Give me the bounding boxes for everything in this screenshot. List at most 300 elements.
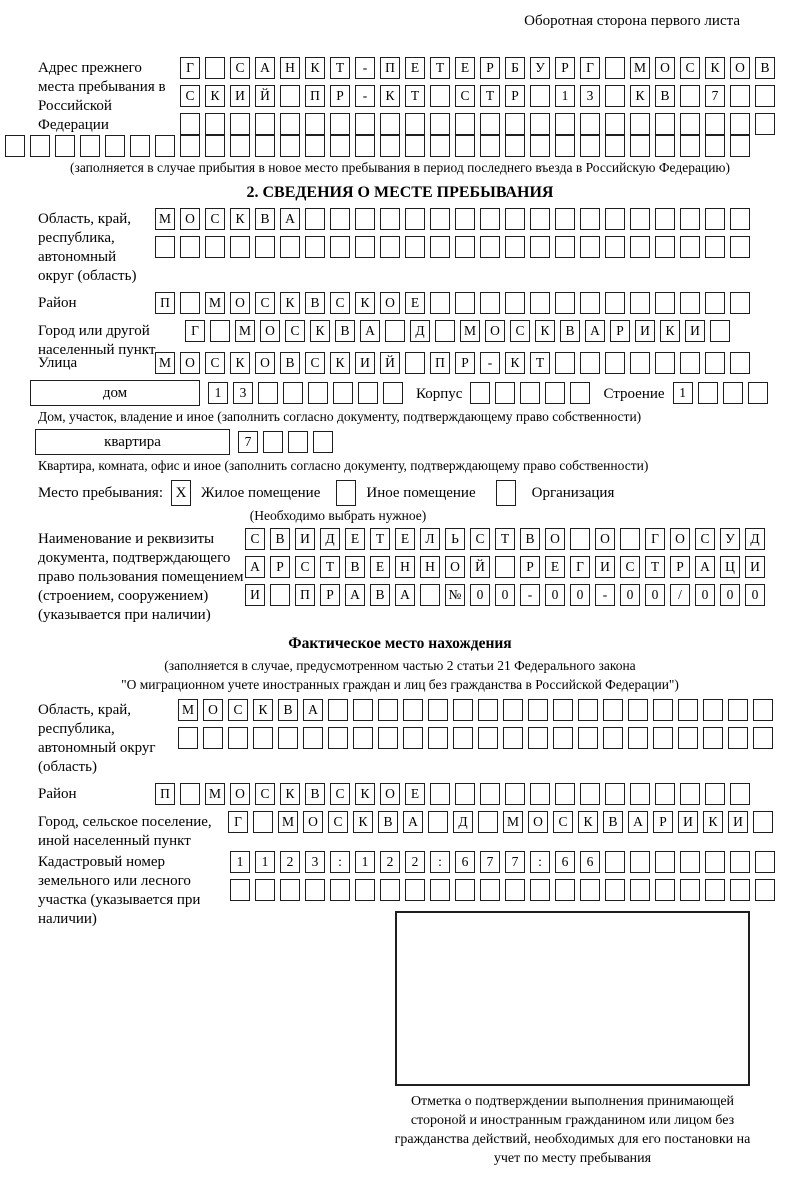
char-box[interactable] [630,879,650,901]
char-box[interactable]: И [728,811,748,833]
char-box[interactable]: Р [610,320,630,342]
char-box[interactable] [505,292,525,314]
char-box[interactable]: 0 [545,584,565,606]
char-box[interactable]: К [305,57,325,79]
char-box[interactable]: С [510,320,530,342]
char-box[interactable] [355,113,375,135]
char-box[interactable]: В [560,320,580,342]
char-box[interactable]: В [520,528,540,550]
char-box[interactable]: 1 [673,382,693,404]
char-box[interactable] [655,236,675,258]
char-box[interactable]: А [403,811,423,833]
char-box[interactable] [55,135,75,157]
char-box[interactable] [455,236,475,258]
char-box[interactable] [130,135,150,157]
char-box[interactable]: 6 [580,851,600,873]
char-box[interactable]: С [695,528,715,550]
char-box[interactable]: Е [370,556,390,578]
char-box[interactable] [495,556,515,578]
char-box[interactable] [505,879,525,901]
char-box[interactable] [380,236,400,258]
char-box[interactable] [678,699,698,721]
char-box[interactable] [313,431,333,453]
char-box[interactable]: О [260,320,280,342]
char-box[interactable]: П [155,292,175,314]
char-box[interactable]: : [430,851,450,873]
char-box[interactable] [283,382,303,404]
char-box[interactable] [80,135,100,157]
char-box[interactable]: А [695,556,715,578]
char-box[interactable] [705,783,725,805]
char-box[interactable]: Н [420,556,440,578]
char-box[interactable] [555,783,575,805]
char-box[interactable]: 1 [255,851,275,873]
char-box[interactable]: Т [370,528,390,550]
char-box[interactable]: 3 [305,851,325,873]
char-box[interactable] [630,292,650,314]
char-box[interactable] [155,236,175,258]
char-box[interactable] [728,699,748,721]
char-box[interactable] [730,783,750,805]
char-box[interactable]: О [203,699,223,721]
char-box[interactable]: О [445,556,465,578]
char-box[interactable]: К [505,352,525,374]
char-box[interactable] [730,135,750,157]
char-box[interactable] [155,135,175,157]
char-box[interactable]: К [353,811,373,833]
char-box[interactable] [503,727,523,749]
char-box[interactable] [680,352,700,374]
char-box[interactable] [420,584,440,606]
char-box[interactable] [430,85,450,107]
char-box[interactable] [755,113,775,135]
char-box[interactable] [478,699,498,721]
char-box[interactable] [333,382,353,404]
char-box[interactable]: - [480,352,500,374]
char-box[interactable]: С [330,783,350,805]
char-box[interactable]: К [660,320,680,342]
char-box[interactable] [355,135,375,157]
char-box[interactable] [205,236,225,258]
char-box[interactable]: К [355,783,375,805]
char-box[interactable] [605,783,625,805]
char-box[interactable] [305,208,325,230]
char-box[interactable] [678,727,698,749]
char-box[interactable] [380,113,400,135]
char-box[interactable] [330,135,350,157]
char-box[interactable]: Т [330,57,350,79]
char-box[interactable]: 3 [580,85,600,107]
char-box[interactable] [328,727,348,749]
char-box[interactable]: И [678,811,698,833]
char-box[interactable] [580,135,600,157]
char-box[interactable] [630,851,650,873]
char-box[interactable] [555,113,575,135]
char-box[interactable] [405,352,425,374]
char-box[interactable]: П [305,85,325,107]
char-box[interactable] [305,236,325,258]
char-box[interactable]: О [730,57,750,79]
char-box[interactable]: И [635,320,655,342]
char-box[interactable]: И [595,556,615,578]
char-box[interactable] [530,783,550,805]
char-box[interactable]: 1 [230,851,250,873]
char-box[interactable] [480,236,500,258]
char-box[interactable] [355,236,375,258]
char-box[interactable] [428,727,448,749]
char-box[interactable]: В [305,783,325,805]
char-box[interactable] [705,851,725,873]
char-box[interactable] [453,699,473,721]
char-box[interactable] [653,699,673,721]
char-box[interactable] [580,783,600,805]
char-box[interactable]: Т [495,528,515,550]
char-box[interactable] [680,851,700,873]
char-box[interactable]: 2 [380,851,400,873]
char-box[interactable] [478,727,498,749]
char-box[interactable]: О [485,320,505,342]
char-box[interactable]: Р [320,584,340,606]
char-box[interactable] [455,113,475,135]
char-box[interactable]: О [670,528,690,550]
char-box[interactable] [605,236,625,258]
char-box[interactable]: П [295,584,315,606]
stay-type-checkbox-residential[interactable]: X [171,480,191,506]
char-box[interactable] [530,879,550,901]
char-box[interactable]: Й [255,85,275,107]
char-box[interactable] [630,236,650,258]
char-box[interactable] [455,135,475,157]
char-box[interactable] [630,208,650,230]
char-box[interactable] [180,783,200,805]
char-box[interactable]: О [255,352,275,374]
char-box[interactable] [530,135,550,157]
char-box[interactable]: Р [330,85,350,107]
char-box[interactable] [580,879,600,901]
char-box[interactable]: А [345,584,365,606]
char-box[interactable]: В [370,584,390,606]
char-box[interactable] [730,236,750,258]
char-box[interactable]: О [230,292,250,314]
char-box[interactable]: Т [405,85,425,107]
char-box[interactable] [178,727,198,749]
char-box[interactable] [605,879,625,901]
char-box[interactable]: 6 [455,851,475,873]
char-box[interactable]: : [530,851,550,873]
char-box[interactable]: С [228,699,248,721]
char-box[interactable]: Е [405,57,425,79]
char-box[interactable]: С [470,528,490,550]
char-box[interactable]: А [303,699,323,721]
char-box[interactable] [203,727,223,749]
char-box[interactable]: Н [280,57,300,79]
char-box[interactable] [505,113,525,135]
char-box[interactable] [405,879,425,901]
char-box[interactable] [570,528,590,550]
char-box[interactable] [530,292,550,314]
char-box[interactable] [728,727,748,749]
char-box[interactable] [553,699,573,721]
char-box[interactable] [405,135,425,157]
char-box[interactable] [528,699,548,721]
char-box[interactable] [655,135,675,157]
char-box[interactable]: К [310,320,330,342]
char-box[interactable] [405,113,425,135]
char-box[interactable]: Р [480,57,500,79]
char-box[interactable] [605,113,625,135]
char-box[interactable] [480,879,500,901]
char-box[interactable] [753,811,773,833]
char-box[interactable] [330,879,350,901]
char-box[interactable]: 7 [505,851,525,873]
char-box[interactable] [605,292,625,314]
char-box[interactable] [748,382,768,404]
char-box[interactable] [653,727,673,749]
char-box[interactable] [630,352,650,374]
char-box[interactable] [430,208,450,230]
char-box[interactable]: В [345,556,365,578]
char-box[interactable]: М [155,352,175,374]
char-box[interactable] [730,85,750,107]
char-box[interactable]: О [545,528,565,550]
char-box[interactable]: С [328,811,348,833]
char-box[interactable]: 0 [720,584,740,606]
char-box[interactable] [753,727,773,749]
char-box[interactable] [730,352,750,374]
char-box[interactable] [305,135,325,157]
char-box[interactable]: 6 [555,851,575,873]
char-box[interactable]: К [280,292,300,314]
char-box[interactable]: О [180,208,200,230]
char-box[interactable]: О [595,528,615,550]
char-box[interactable] [580,208,600,230]
char-box[interactable]: С [230,57,250,79]
char-box[interactable]: М [205,783,225,805]
char-box[interactable] [280,113,300,135]
char-box[interactable] [605,57,625,79]
char-box[interactable]: Г [570,556,590,578]
char-box[interactable]: Е [405,783,425,805]
char-box[interactable]: Р [270,556,290,578]
char-box[interactable]: А [245,556,265,578]
char-box[interactable]: С [205,208,225,230]
char-box[interactable] [105,135,125,157]
char-box[interactable] [480,113,500,135]
char-box[interactable] [288,431,308,453]
char-box[interactable]: В [655,85,675,107]
char-box[interactable]: К [355,292,375,314]
char-box[interactable] [480,783,500,805]
char-box[interactable] [580,236,600,258]
char-box[interactable] [680,85,700,107]
char-box[interactable]: В [755,57,775,79]
char-box[interactable]: 3 [233,382,253,404]
char-box[interactable] [680,236,700,258]
char-box[interactable] [705,292,725,314]
char-box[interactable] [698,382,718,404]
char-box[interactable] [655,352,675,374]
char-box[interactable]: С [205,352,225,374]
char-box[interactable]: М [178,699,198,721]
char-box[interactable] [530,208,550,230]
char-box[interactable]: У [720,528,740,550]
char-box[interactable] [205,135,225,157]
char-box[interactable] [570,382,590,404]
char-box[interactable] [353,727,373,749]
char-box[interactable] [505,135,525,157]
char-box[interactable]: П [430,352,450,374]
char-box[interactable]: Р [520,556,540,578]
char-box[interactable]: - [355,57,375,79]
char-box[interactable] [230,113,250,135]
char-box[interactable]: О [528,811,548,833]
char-box[interactable]: С [255,292,275,314]
char-box[interactable] [605,851,625,873]
char-box[interactable] [330,113,350,135]
char-box[interactable] [228,727,248,749]
char-box[interactable]: - [595,584,615,606]
char-box[interactable]: О [230,783,250,805]
char-box[interactable] [655,113,675,135]
char-box[interactable] [205,57,225,79]
char-box[interactable]: 0 [695,584,715,606]
char-box[interactable]: - [355,85,375,107]
char-box[interactable]: О [180,352,200,374]
char-box[interactable] [455,208,475,230]
char-box[interactable] [230,135,250,157]
char-box[interactable]: И [230,85,250,107]
char-box[interactable] [358,382,378,404]
char-box[interactable]: И [685,320,705,342]
char-box[interactable]: С [255,783,275,805]
char-box[interactable] [355,208,375,230]
char-box[interactable] [705,113,725,135]
char-box[interactable]: С [680,57,700,79]
char-box[interactable] [308,382,328,404]
char-box[interactable]: А [628,811,648,833]
char-box[interactable] [180,113,200,135]
char-box[interactable] [455,783,475,805]
char-box[interactable]: 7 [705,85,725,107]
char-box[interactable]: С [620,556,640,578]
char-box[interactable] [330,236,350,258]
char-box[interactable]: 1 [208,382,228,404]
char-box[interactable]: Д [320,528,340,550]
char-box[interactable]: : [330,851,350,873]
char-box[interactable] [555,208,575,230]
char-box[interactable] [383,382,403,404]
char-box[interactable] [630,113,650,135]
char-box[interactable] [680,783,700,805]
char-box[interactable] [555,292,575,314]
char-box[interactable] [530,236,550,258]
char-box[interactable]: С [180,85,200,107]
char-box[interactable]: К [535,320,555,342]
char-box[interactable] [435,320,455,342]
char-box[interactable] [603,699,623,721]
char-box[interactable]: 7 [238,431,258,453]
char-box[interactable]: Т [430,57,450,79]
char-box[interactable]: Р [670,556,690,578]
char-box[interactable] [430,879,450,901]
char-box[interactable]: К [205,85,225,107]
char-box[interactable]: 0 [570,584,590,606]
char-box[interactable]: Р [455,352,475,374]
char-box[interactable] [680,113,700,135]
char-box[interactable] [605,352,625,374]
char-box[interactable] [255,236,275,258]
char-box[interactable] [703,699,723,721]
char-box[interactable] [703,727,723,749]
char-box[interactable]: А [255,57,275,79]
char-box[interactable] [5,135,25,157]
char-box[interactable] [305,879,325,901]
char-box[interactable] [755,851,775,873]
char-box[interactable]: Ц [720,556,740,578]
char-box[interactable] [380,208,400,230]
char-box[interactable]: М [460,320,480,342]
char-box[interactable]: У [530,57,550,79]
char-box[interactable] [505,783,525,805]
char-box[interactable] [430,135,450,157]
char-box[interactable] [655,292,675,314]
char-box[interactable] [428,699,448,721]
char-box[interactable] [30,135,50,157]
char-box[interactable]: Р [505,85,525,107]
char-box[interactable] [270,584,290,606]
char-box[interactable]: № [445,584,465,606]
char-box[interactable]: Е [545,556,565,578]
char-box[interactable]: А [395,584,415,606]
char-box[interactable]: К [380,85,400,107]
char-box[interactable]: К [253,699,273,721]
char-box[interactable] [430,292,450,314]
char-box[interactable] [280,85,300,107]
char-box[interactable] [480,135,500,157]
char-box[interactable]: 0 [470,584,490,606]
char-box[interactable]: М [155,208,175,230]
char-box[interactable] [503,699,523,721]
char-box[interactable]: Г [645,528,665,550]
char-box[interactable]: В [280,352,300,374]
char-box[interactable]: К [230,208,250,230]
char-box[interactable] [280,135,300,157]
char-box[interactable]: Т [530,352,550,374]
char-box[interactable]: 0 [745,584,765,606]
char-box[interactable] [403,727,423,749]
char-box[interactable]: С [305,352,325,374]
char-box[interactable]: Л [420,528,440,550]
char-box[interactable]: Ь [445,528,465,550]
char-box[interactable]: Т [645,556,665,578]
char-box[interactable] [528,727,548,749]
char-box[interactable]: В [378,811,398,833]
char-box[interactable] [580,113,600,135]
char-box[interactable]: С [455,85,475,107]
char-box[interactable]: Е [405,292,425,314]
char-box[interactable] [405,208,425,230]
char-box[interactable] [180,292,200,314]
char-box[interactable] [603,727,623,749]
char-box[interactable] [280,236,300,258]
char-box[interactable] [630,135,650,157]
char-box[interactable] [470,382,490,404]
char-box[interactable] [705,208,725,230]
char-box[interactable]: Г [180,57,200,79]
char-box[interactable] [605,135,625,157]
char-box[interactable]: / [670,584,690,606]
char-box[interactable]: А [585,320,605,342]
